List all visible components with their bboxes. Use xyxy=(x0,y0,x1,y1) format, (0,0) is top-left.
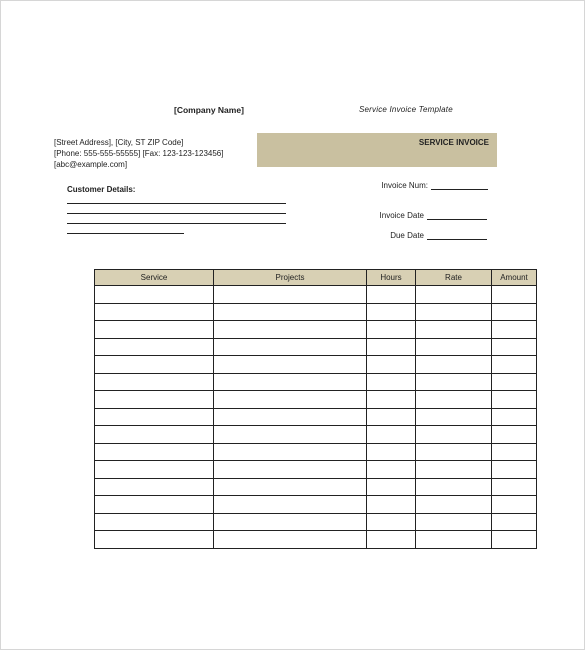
rate-cell[interactable] xyxy=(416,496,492,514)
amount-cell[interactable] xyxy=(492,496,537,514)
projects-cell[interactable] xyxy=(214,496,367,514)
service-cell[interactable] xyxy=(95,408,214,426)
table-row xyxy=(95,303,537,321)
hours-cell[interactable] xyxy=(367,478,416,496)
rate-cell[interactable] xyxy=(416,373,492,391)
projects-cell[interactable] xyxy=(214,391,367,409)
projects-cell[interactable] xyxy=(214,513,367,531)
projects-cell[interactable] xyxy=(214,321,367,339)
hours-cell[interactable] xyxy=(367,303,416,321)
banner-title: SERVICE INVOICE xyxy=(418,138,489,147)
due-date-input[interactable] xyxy=(427,231,487,240)
hours-cell[interactable] xyxy=(367,338,416,356)
column-header-amount: Amount xyxy=(492,270,537,286)
rate-cell[interactable] xyxy=(416,478,492,496)
column-header-hours: Hours xyxy=(367,270,416,286)
projects-cell[interactable] xyxy=(214,478,367,496)
table-row xyxy=(95,426,537,444)
company-name: [Company Name] xyxy=(174,105,244,115)
projects-cell[interactable] xyxy=(214,338,367,356)
service-cell[interactable] xyxy=(95,443,214,461)
rate-cell[interactable] xyxy=(416,356,492,374)
amount-cell[interactable] xyxy=(492,513,537,531)
amount-cell[interactable] xyxy=(492,286,537,304)
table-row xyxy=(95,373,537,391)
rate-cell[interactable] xyxy=(416,461,492,479)
service-cell[interactable] xyxy=(95,303,214,321)
phone-fax: [Phone: 555-555-55555] [Fax: 123-123-123456] xyxy=(54,149,224,158)
amount-cell[interactable] xyxy=(492,303,537,321)
projects-cell[interactable] xyxy=(214,373,367,391)
customer-details-label: Customer Details: xyxy=(67,185,136,194)
street-address: [Street Address], [City, ST ZIP Code] xyxy=(54,138,184,147)
due-date-field xyxy=(390,231,487,240)
table-row xyxy=(95,321,537,339)
invoice-num-label: Invoice Num: xyxy=(381,181,428,190)
rate-cell[interactable] xyxy=(416,286,492,304)
service-cell[interactable] xyxy=(95,391,214,409)
amount-cell[interactable] xyxy=(492,373,537,391)
hours-cell[interactable] xyxy=(367,461,416,479)
invoice-num-input[interactable] xyxy=(431,181,488,190)
service-cell[interactable] xyxy=(95,461,214,479)
hours-cell[interactable] xyxy=(367,408,416,426)
service-cell[interactable] xyxy=(95,426,214,444)
invoice-date-field xyxy=(380,211,487,220)
service-cell[interactable] xyxy=(95,338,214,356)
service-cell[interactable] xyxy=(95,513,214,531)
rate-cell[interactable] xyxy=(416,426,492,444)
service-cell[interactable] xyxy=(95,373,214,391)
hours-cell[interactable] xyxy=(367,531,416,549)
table-body xyxy=(95,286,537,549)
invoice-date-label: Invoice Date xyxy=(379,211,424,220)
rate-cell[interactable] xyxy=(416,321,492,339)
service-cell[interactable] xyxy=(95,496,214,514)
table-row xyxy=(95,531,537,549)
table-row xyxy=(95,461,537,479)
customer-detail-line[interactable] xyxy=(67,233,184,234)
hours-cell[interactable] xyxy=(367,286,416,304)
rate-cell[interactable] xyxy=(416,513,492,531)
table-row xyxy=(95,356,537,374)
due-date-label: Due Date xyxy=(390,231,424,240)
rate-cell[interactable] xyxy=(416,303,492,321)
amount-cell[interactable] xyxy=(492,478,537,496)
service-cell[interactable] xyxy=(95,356,214,374)
projects-cell[interactable] xyxy=(214,426,367,444)
hours-cell[interactable] xyxy=(367,496,416,514)
column-header-projects: Projects xyxy=(214,270,367,286)
hours-cell[interactable] xyxy=(367,373,416,391)
table-row xyxy=(95,496,537,514)
table-row xyxy=(95,408,537,426)
amount-cell[interactable] xyxy=(492,426,537,444)
table-row xyxy=(95,338,537,356)
table-row xyxy=(95,391,537,409)
service-cell[interactable] xyxy=(95,321,214,339)
projects-cell[interactable] xyxy=(214,286,367,304)
rate-cell[interactable] xyxy=(416,408,492,426)
table-header-row xyxy=(95,270,537,286)
items-table xyxy=(94,269,537,549)
hours-cell[interactable] xyxy=(367,321,416,339)
amount-cell[interactable] xyxy=(492,338,537,356)
invoice-num-field xyxy=(381,181,488,190)
rate-cell[interactable] xyxy=(416,443,492,461)
rate-cell[interactable] xyxy=(416,531,492,549)
service-cell[interactable] xyxy=(95,531,214,549)
amount-cell[interactable] xyxy=(492,356,537,374)
amount-cell[interactable] xyxy=(492,461,537,479)
projects-cell[interactable] xyxy=(214,303,367,321)
hours-cell[interactable] xyxy=(367,443,416,461)
customer-detail-line[interactable] xyxy=(67,223,286,224)
column-header-service: Service xyxy=(95,270,214,286)
projects-cell[interactable] xyxy=(214,408,367,426)
projects-cell[interactable] xyxy=(214,443,367,461)
amount-cell[interactable] xyxy=(492,408,537,426)
projects-cell[interactable] xyxy=(214,531,367,549)
rate-cell[interactable] xyxy=(416,338,492,356)
projects-cell[interactable] xyxy=(214,461,367,479)
table-row xyxy=(95,286,537,304)
rate-cell[interactable] xyxy=(416,391,492,409)
customer-detail-line[interactable] xyxy=(67,213,286,214)
hours-cell[interactable] xyxy=(367,356,416,374)
service-cell[interactable] xyxy=(95,478,214,496)
amount-cell[interactable] xyxy=(492,391,537,409)
column-header-rate: Rate xyxy=(416,270,492,286)
template-title: Service Invoice Template xyxy=(359,105,453,114)
service-cell[interactable] xyxy=(95,286,214,304)
amount-cell[interactable] xyxy=(492,443,537,461)
table-row xyxy=(95,443,537,461)
amount-cell[interactable] xyxy=(492,531,537,549)
projects-cell[interactable] xyxy=(214,356,367,374)
email-address: [abc@example.com] xyxy=(54,160,128,169)
amount-cell[interactable] xyxy=(492,321,537,339)
invoice-date-input[interactable] xyxy=(427,211,487,220)
hours-cell[interactable] xyxy=(367,513,416,531)
table-row xyxy=(95,478,537,496)
customer-detail-line[interactable] xyxy=(67,203,286,204)
table-row xyxy=(95,513,537,531)
hours-cell[interactable] xyxy=(367,426,416,444)
hours-cell[interactable] xyxy=(367,391,416,409)
service-invoice-banner xyxy=(257,133,497,167)
